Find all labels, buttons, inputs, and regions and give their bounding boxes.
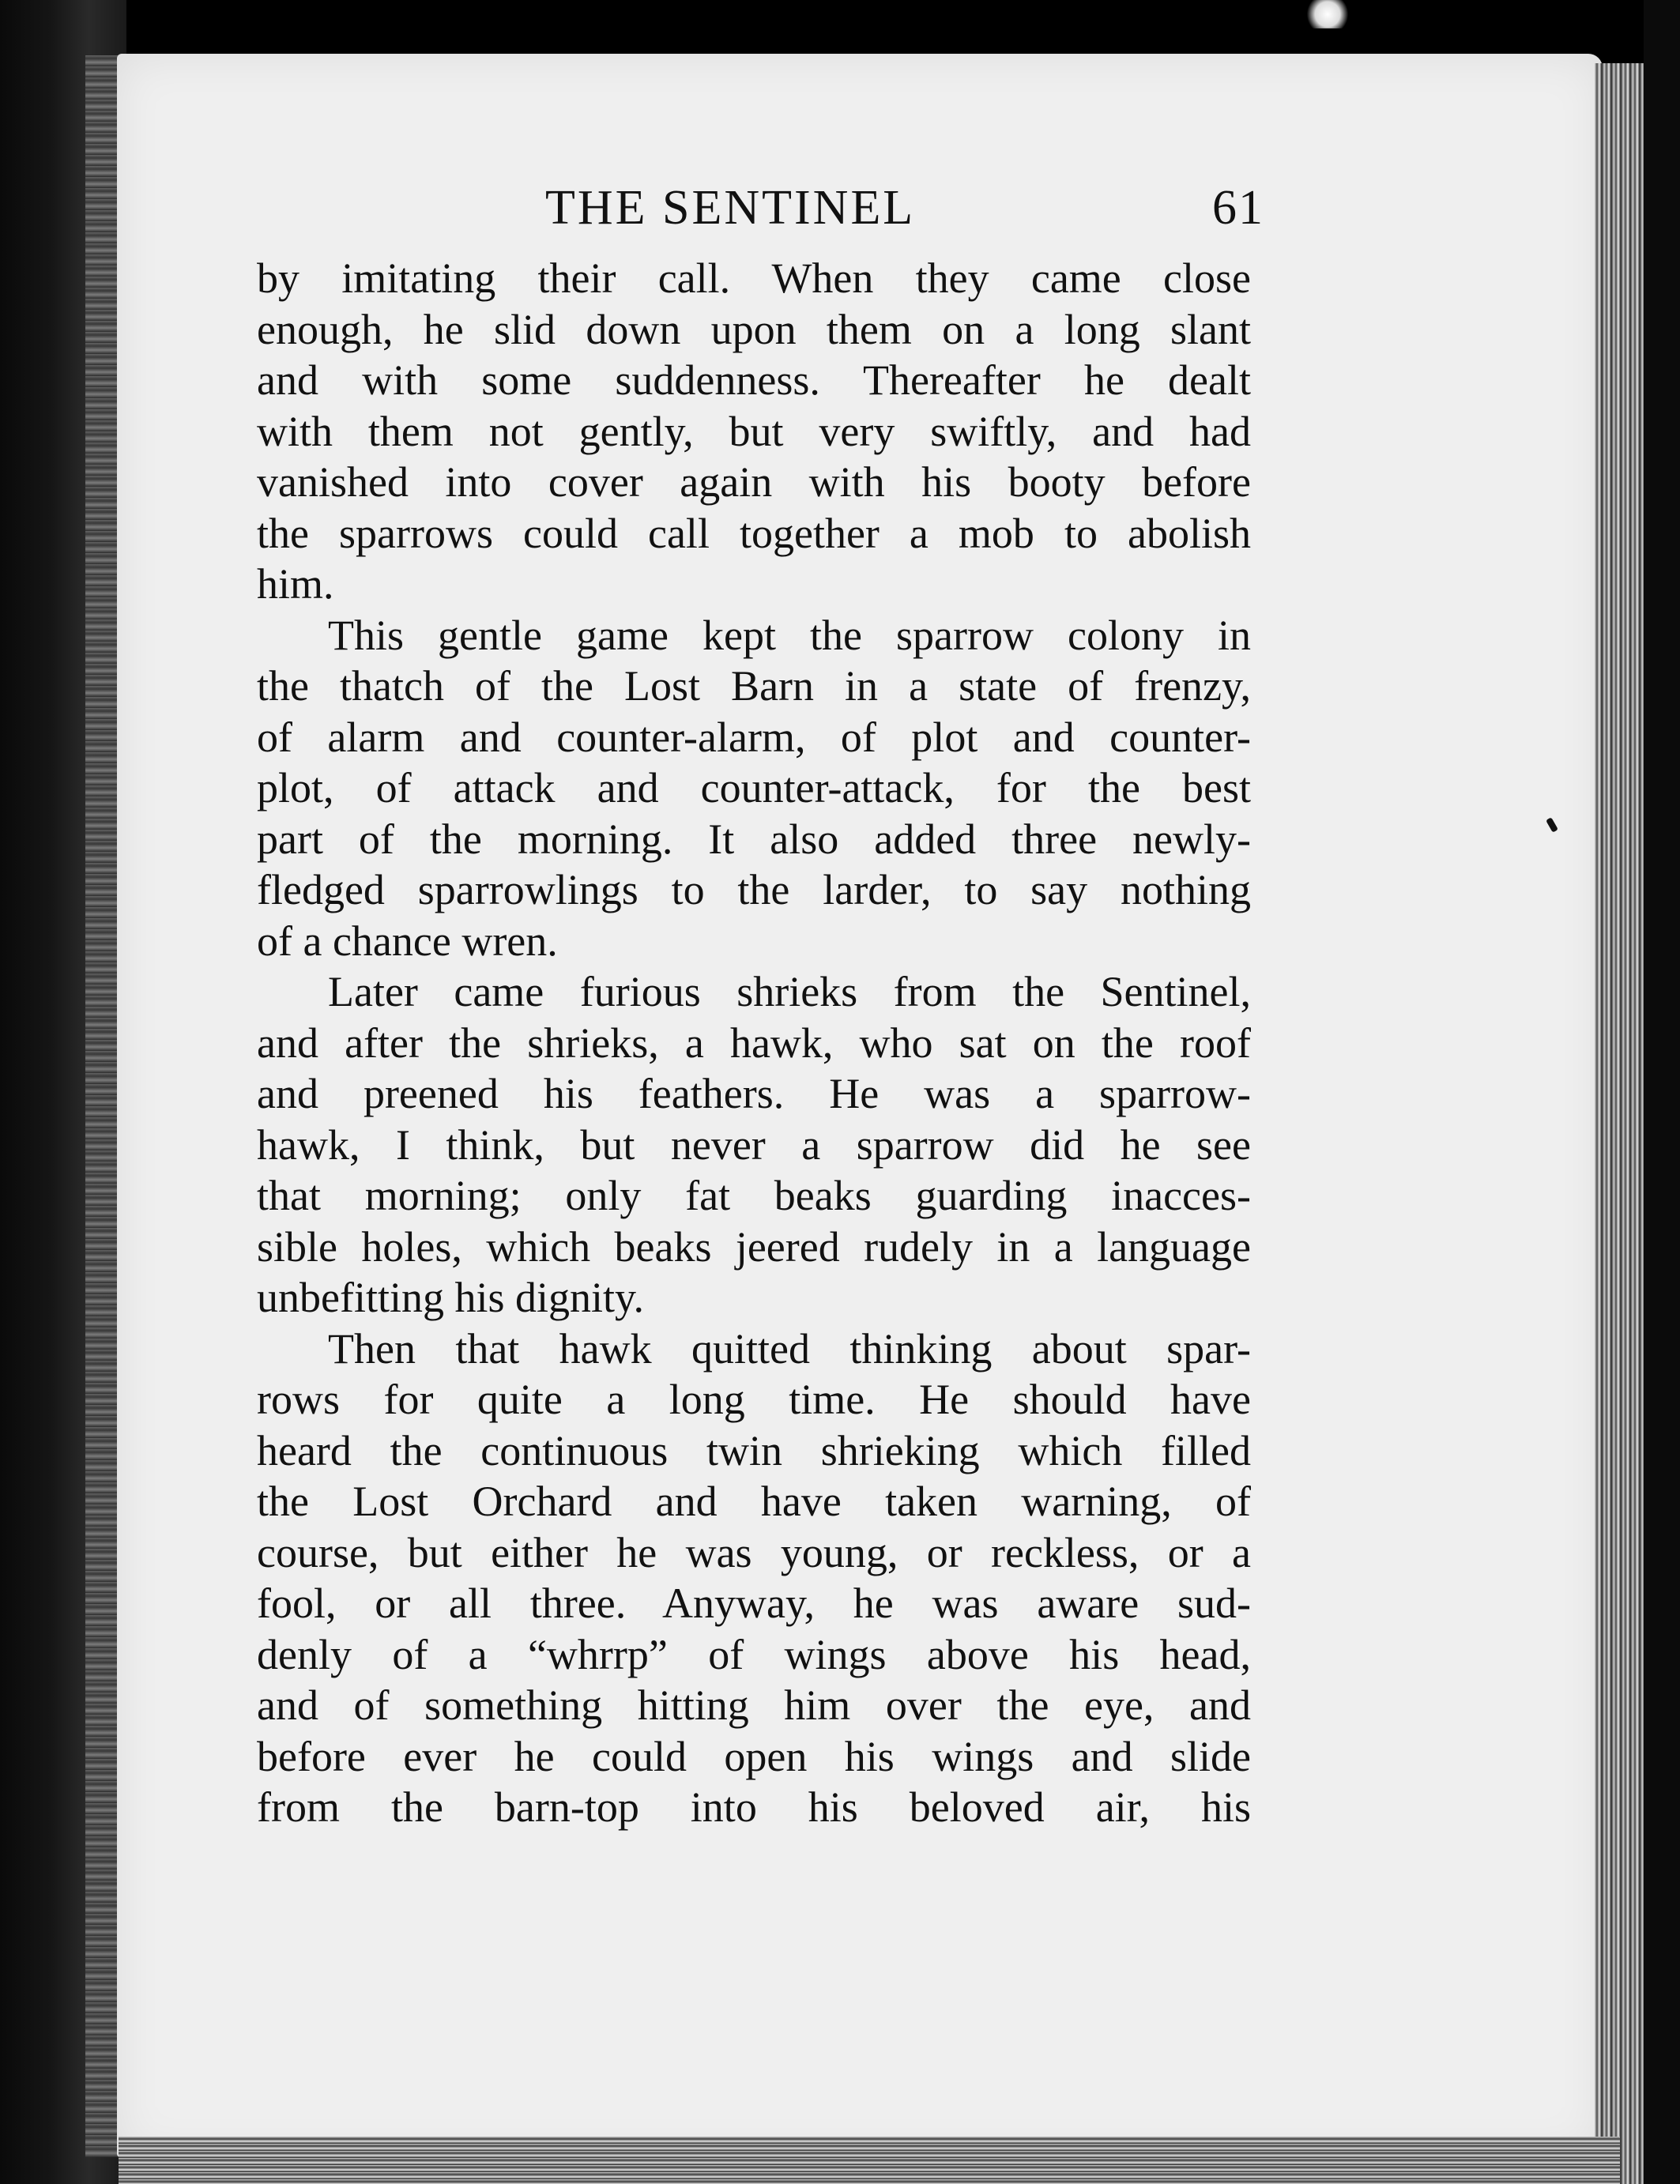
text-line: sible holes, which beaks jeered rudely in a language xyxy=(257,1222,1251,1271)
text-line: fledged sparrowlings to the larder, to say nothing xyxy=(257,866,1251,913)
text-line: before ever he could open his wings and slide xyxy=(257,1732,1251,1780)
text-line: him. xyxy=(257,560,334,608)
chapter-title: THE SENTINEL xyxy=(545,181,916,235)
page-number: 61 xyxy=(1212,181,1264,235)
text-line: the thatch of the Lost Barn in a state of frenzy, xyxy=(257,662,1251,710)
text-line: and preened his feathers. He was a sparrow- xyxy=(257,1070,1251,1117)
book-spine xyxy=(85,55,120,2157)
text-line: enough, he slid down upon them on a long slant xyxy=(257,305,1251,353)
text-line: rows for quite a long time. He should have xyxy=(257,1376,1251,1423)
text-line: vanished into cover again with his booty before xyxy=(257,458,1251,506)
text-line: course, but either he was young, or reckless, or a xyxy=(257,1528,1251,1576)
body-text xyxy=(257,253,1251,1833)
text-line: from the barn-top into his beloved air, his xyxy=(257,1783,1251,1831)
text-line: plot, of attack and counter-attack, for the best xyxy=(257,764,1251,811)
text-line: and of something hitting him over the eye, and xyxy=(257,1681,1251,1729)
text-line: by imitating their call. When they came close xyxy=(257,254,1251,302)
text-line: that morning; only fat beaks guarding inacces- xyxy=(257,1172,1251,1219)
running-head xyxy=(257,172,1264,243)
scan-glare xyxy=(1304,0,1351,28)
text-line: part of the morning. It also added three newly- xyxy=(257,815,1251,863)
text-line: heard the continuous twin shrieking which filled xyxy=(257,1426,1251,1474)
text-line: with them not gently, but very swiftly, and had xyxy=(257,407,1251,455)
right-border xyxy=(1644,0,1680,2184)
text-line: the sparrows could call together a mob to abolish xyxy=(257,509,1251,557)
bottom-page-edges xyxy=(119,2137,1620,2184)
text-line: This gentle game kept the sparrow colony in xyxy=(328,611,1251,659)
text-line: and with some suddenness. Thereafter he dealt xyxy=(257,356,1251,404)
text-line: Later came furious shrieks from the Sentinel, xyxy=(328,968,1251,1015)
text-line: of a chance wren. xyxy=(257,917,558,965)
text-line: hawk, I think, but never a sparrow did he see xyxy=(257,1120,1251,1169)
text-line: of alarm and counter-alarm, of plot and counter- xyxy=(257,713,1251,761)
text-line: the Lost Orchard and have taken warning, of xyxy=(257,1478,1251,1525)
text-line: denly of a “whrrp” of wings above his head, xyxy=(257,1630,1251,1678)
text-line: fool, or all three. Anyway, he was aware sud- xyxy=(257,1580,1251,1627)
text-line: unbefitting his dignity. xyxy=(257,1274,644,1321)
text-line: Then that hawk quitted thinking about spar- xyxy=(328,1324,1251,1373)
text-line: and after the shrieks, a hawk, who sat on the roof xyxy=(257,1019,1251,1067)
